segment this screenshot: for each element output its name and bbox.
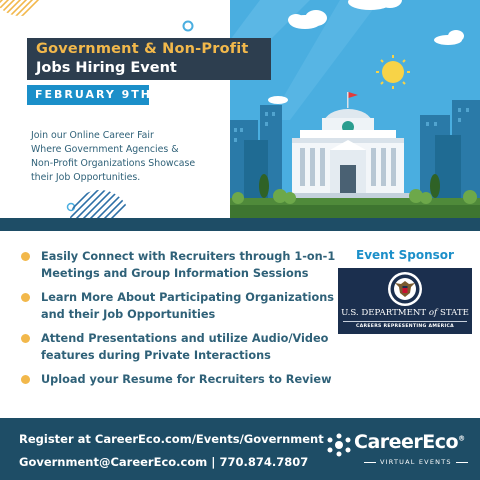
feature-list	[21, 249, 341, 397]
feature-text: Attend Presentations and utilize Audio/Video	[41, 332, 329, 345]
diagonal-stripes-decoration	[60, 188, 140, 218]
trademark-symbol: ®	[458, 434, 465, 443]
feature-text: and their Job Opportunities	[41, 307, 216, 321]
sponsor-name-prefix: U.S. DEPARTMENT	[341, 308, 429, 318]
register-link[interactable]: Register at CareerEco.com/Events/Government	[19, 432, 324, 446]
intro-line: Where Government Agencies &	[31, 144, 179, 155]
sponsor-logo[interactable]	[338, 268, 472, 334]
feature-text: Upload your Resume for Recruiters to Review	[41, 373, 332, 386]
contact-info[interactable]: Government@CareerEco.com | 770.874.7807	[19, 455, 309, 469]
brand-name	[354, 431, 465, 453]
intro-line: Join our Online Career Fair	[31, 130, 154, 141]
bullet-dot-icon	[21, 334, 30, 343]
event-title-box	[27, 38, 271, 80]
bullet-dot-icon	[21, 293, 30, 302]
sponsor-heading: Event Sponsor	[356, 248, 454, 262]
event-title-line1: Government & Non-Profit	[36, 41, 249, 57]
sponsor-name	[338, 308, 472, 318]
feature-text: Easily Connect with Recruiters through 1-on-1	[41, 250, 336, 263]
brand-name-text: CareerEco	[354, 431, 459, 453]
divider-strip	[0, 218, 480, 231]
sponsor-name-suffix: STATE	[437, 308, 469, 318]
event-date-badge: FEBRUARY 9TH	[27, 85, 149, 105]
feature-item	[21, 249, 341, 282]
hero-banner	[0, 0, 480, 218]
sponsor-name-of: of	[428, 308, 438, 318]
sponsor-divider	[343, 321, 467, 322]
footer	[0, 418, 480, 480]
event-title-line2: Jobs Hiring Event	[36, 60, 177, 76]
feature-item	[21, 290, 341, 323]
government-building-illustration	[230, 0, 480, 218]
feature-text: Meetings and Group Information Sessions	[41, 266, 309, 280]
feature-text: features during Private Interactions	[41, 348, 271, 362]
event-intro-text	[31, 129, 231, 185]
eagle-seal-icon	[387, 271, 423, 307]
feature-text: Learn More About Participating Organizations	[41, 291, 335, 304]
careereco-logo-icon	[326, 433, 352, 457]
brand-tagline: VIRTUAL EVENTS	[360, 458, 472, 466]
intro-line: Non-Profit Organizations Showcase	[31, 158, 196, 169]
careereco-logo[interactable]	[326, 431, 466, 475]
diagonal-stripes-decoration	[0, 0, 50, 18]
bullet-dot-icon	[21, 375, 30, 384]
ring-decoration	[181, 19, 195, 33]
bullet-dot-icon	[21, 252, 30, 261]
feature-item	[21, 331, 341, 364]
feature-item	[21, 372, 341, 389]
sponsor-tagline: CAREERS REPRESENTING AMERICA	[355, 324, 455, 329]
intro-line: their Job Opportunities.	[31, 172, 141, 183]
